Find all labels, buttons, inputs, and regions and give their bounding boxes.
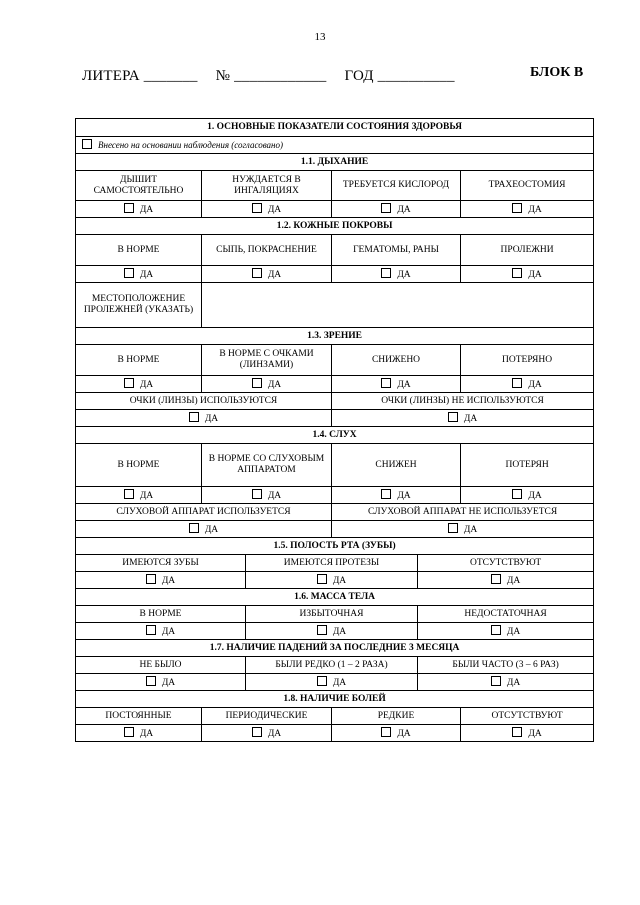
yes-label: ДА	[332, 677, 347, 688]
checkbox[interactable]	[512, 489, 522, 499]
yes-option[interactable]	[76, 674, 246, 691]
yes-label: ДА	[528, 490, 542, 501]
yes-label: ДА	[267, 379, 282, 390]
section-breathing-title: 1.1. ДЫХАНИЕ	[76, 154, 594, 171]
yes-option[interactable]	[202, 725, 332, 742]
yes-label: ДА	[204, 413, 219, 424]
col-header: БЫЛИ ЧАСТО (3 – 6 РАЗ)	[418, 657, 594, 674]
year-field[interactable]: ГОД __________	[344, 68, 455, 84]
yes-option[interactable]	[332, 266, 461, 283]
yes-label: ДА	[528, 728, 542, 739]
yes-option[interactable]	[461, 376, 594, 393]
yes-label: ДА	[139, 490, 154, 501]
yes-label: ДА	[161, 575, 176, 586]
yes-option[interactable]	[202, 376, 332, 393]
checkbox[interactable]	[381, 727, 391, 737]
checkbox[interactable]	[491, 574, 501, 584]
glasses-used-label: ОЧКИ (ЛИНЗЫ) ИСПОЛЬЗУЮТСЯ	[76, 393, 332, 410]
col-header: БЫЛИ РЕДКО (1 – 2 РАЗА)	[246, 657, 418, 674]
col-header: В НОРМЕ СО СЛУХОВЫМ АППАРАТОМ	[202, 444, 332, 487]
checkbox[interactable]	[189, 412, 199, 422]
checkbox[interactable]	[381, 489, 391, 499]
yes-label: ДА	[528, 379, 542, 390]
checkbox[interactable]	[252, 268, 262, 278]
yes-label: ДА	[139, 204, 154, 215]
yes-option[interactable]	[76, 376, 202, 393]
yes-option[interactable]	[76, 521, 332, 538]
yes-option[interactable]	[76, 725, 202, 742]
col-header: В НОРМЕ С ОЧКАМИ (ЛИНЗАМИ)	[202, 345, 332, 376]
checkbox[interactable]	[512, 268, 522, 278]
checkbox[interactable]	[491, 676, 501, 686]
checkbox[interactable]	[317, 574, 327, 584]
pressure-sore-location-label: МЕСТОПОЛОЖЕНИЕ ПРОЛЕЖНЕЙ (УКАЗАТЬ)	[76, 283, 202, 328]
yes-option[interactable]	[418, 572, 594, 589]
checkbox[interactable]	[124, 268, 134, 278]
yes-label: ДА	[332, 626, 347, 637]
yes-option[interactable]	[76, 487, 202, 504]
yes-label: ДА	[204, 524, 219, 535]
yes-option[interactable]	[332, 410, 594, 427]
checkbox[interactable]	[491, 625, 501, 635]
yes-option[interactable]	[461, 201, 594, 218]
yes-option[interactable]	[202, 266, 332, 283]
yes-option[interactable]	[76, 572, 246, 589]
yes-option[interactable]	[461, 487, 594, 504]
col-header: В НОРМЕ	[76, 345, 202, 376]
col-header: В НОРМЕ	[76, 606, 246, 623]
section-vision-title: 1.3. ЗРЕНИЕ	[76, 328, 594, 345]
litera-field[interactable]: ЛИТЕРА _______	[82, 68, 198, 84]
col-header: ГЕМАТОМЫ, РАНЫ	[332, 235, 461, 266]
hearing-aid-used-label: СЛУХОВОЙ АППАРАТ ИСПОЛЬЗУЕТСЯ	[76, 504, 332, 521]
document-header	[82, 68, 455, 85]
checkbox[interactable]	[512, 378, 522, 388]
col-header: РЕДКИЕ	[332, 708, 461, 725]
yes-label: ДА	[397, 204, 411, 215]
checkbox[interactable]	[381, 378, 391, 388]
checkbox[interactable]	[381, 268, 391, 278]
checkbox[interactable]	[381, 203, 391, 213]
col-header: ИЗБЫТОЧНАЯ	[246, 606, 418, 623]
col-header: СНИЖЕНО	[332, 345, 461, 376]
checkbox[interactable]	[146, 574, 156, 584]
col-header: НЕ БЫЛО	[76, 657, 246, 674]
col-header: ДЫШИТ САМОСТОЯТЕЛЬНО	[76, 171, 202, 201]
yes-label: ДА	[506, 575, 521, 586]
col-header: СЫПЬ, ПОКРАСНЕНИЕ	[202, 235, 332, 266]
col-header: НЕДОСТАТОЧНАЯ	[418, 606, 594, 623]
checkbox[interactable]	[448, 523, 458, 533]
checkbox[interactable]	[512, 727, 522, 737]
yes-option[interactable]	[76, 623, 246, 640]
yes-label: ДА	[267, 204, 282, 215]
checkbox[interactable]	[252, 489, 262, 499]
col-header: ОТСУТСТВУЮТ	[418, 555, 594, 572]
section-hearing-title: 1.4. СЛУХ	[76, 427, 594, 444]
yes-label: ДА	[397, 379, 411, 390]
yes-label: ДА	[267, 490, 282, 501]
col-header: ПЕРИОДИЧЕСКИЕ	[202, 708, 332, 725]
yes-label: ДА	[528, 269, 542, 280]
yes-label: ДА	[267, 269, 282, 280]
observation-note-row	[76, 137, 594, 154]
checkbox[interactable]	[448, 412, 458, 422]
page-number: 13	[314, 31, 326, 43]
number-field[interactable]: № ____________	[215, 68, 327, 84]
col-header: В НОРМЕ	[76, 235, 202, 266]
checkbox[interactable]	[252, 378, 262, 388]
checkbox[interactable]	[124, 489, 134, 499]
yes-label: ДА	[397, 269, 411, 280]
col-header: В НОРМЕ	[76, 444, 202, 487]
yes-label: ДА	[506, 626, 521, 637]
yes-option[interactable]	[332, 725, 461, 742]
yes-option[interactable]	[76, 201, 202, 218]
col-header: ИМЕЮТСЯ ЗУБЫ	[76, 555, 246, 572]
yes-label: ДА	[463, 413, 478, 424]
col-header: ТРЕБУЕТСЯ КИСЛОРОД	[332, 171, 461, 201]
pressure-sore-location-field[interactable]	[202, 283, 594, 328]
form-title: 1. ОСНОВНЫЕ ПОКАЗАТЕЛИ СОСТОЯНИЯ ЗДОРОВЬЯ	[76, 119, 594, 137]
checkbox[interactable]	[146, 676, 156, 686]
yes-label: ДА	[161, 626, 176, 637]
section-falls-title: 1.7. НАЛИЧИЕ ПАДЕНИЙ ЗА ПОСЛЕДНИЕ 3 МЕСЯЦА	[76, 640, 594, 657]
yes-option[interactable]	[246, 572, 418, 589]
yes-option[interactable]	[332, 201, 461, 218]
yes-label: ДА	[463, 524, 478, 535]
checkbox[interactable]	[124, 203, 134, 213]
col-header: ПОТЕРЯНО	[461, 345, 594, 376]
yes-option[interactable]	[246, 623, 418, 640]
col-header: ИМЕЮТСЯ ПРОТЕЗЫ	[246, 555, 418, 572]
yes-option[interactable]	[332, 487, 461, 504]
col-header: НУЖДАЕТСЯ В ИНГАЛЯЦИЯХ	[202, 171, 332, 201]
observation-checkbox[interactable]	[82, 139, 92, 149]
checkbox[interactable]	[146, 625, 156, 635]
yes-label: ДА	[139, 728, 154, 739]
yes-option[interactable]	[246, 674, 418, 691]
col-header: ПОСТОЯННЫЕ	[76, 708, 202, 725]
checkbox[interactable]	[252, 727, 262, 737]
checkbox[interactable]	[189, 523, 199, 533]
col-header: ПРОЛЕЖНИ	[461, 235, 594, 266]
yes-option[interactable]	[461, 725, 594, 742]
yes-option[interactable]	[76, 266, 202, 283]
yes-label: ДА	[397, 490, 411, 501]
yes-option[interactable]	[332, 521, 594, 538]
col-header: СНИЖЕН	[332, 444, 461, 487]
yes-option[interactable]	[332, 376, 461, 393]
hearing-aid-not-used-label: СЛУХОВОЙ АППАРАТ НЕ ИСПОЛЬЗУЕТСЯ	[332, 504, 594, 521]
yes-option[interactable]	[461, 266, 594, 283]
checkbox[interactable]	[124, 378, 134, 388]
yes-label: ДА	[397, 728, 411, 739]
yes-label: ДА	[139, 269, 154, 280]
checkbox[interactable]	[252, 203, 262, 213]
checkbox[interactable]	[512, 203, 522, 213]
col-header: ОТСУТСТВУЮТ	[461, 708, 594, 725]
section-mouth-title: 1.5. ПОЛОСТЬ РТА (ЗУБЫ)	[76, 538, 594, 555]
yes-option[interactable]	[418, 674, 594, 691]
yes-option[interactable]	[418, 623, 594, 640]
col-header: ТРАХЕОСТОМИЯ	[461, 171, 594, 201]
yes-option[interactable]	[76, 410, 332, 427]
observation-note: Внесено на основании наблюдения (согласовано)	[98, 140, 284, 151]
yes-label: ДА	[267, 728, 282, 739]
health-form-table	[75, 118, 594, 742]
section-skin-title: 1.2. КОЖНЫЕ ПОКРОВЫ	[76, 218, 594, 235]
checkbox[interactable]	[317, 676, 327, 686]
yes-option[interactable]	[202, 201, 332, 218]
yes-label: ДА	[139, 379, 154, 390]
checkbox[interactable]	[124, 727, 134, 737]
col-header: ПОТЕРЯН	[461, 444, 594, 487]
block-label: БЛОК В	[530, 65, 584, 80]
yes-option[interactable]	[202, 487, 332, 504]
yes-label: ДА	[161, 677, 176, 688]
glasses-not-used-label: ОЧКИ (ЛИНЗЫ) НЕ ИСПОЛЬЗУЮТСЯ	[332, 393, 594, 410]
yes-label: ДА	[528, 204, 542, 215]
section-weight-title: 1.6. МАССА ТЕЛА	[76, 589, 594, 606]
section-pain-title: 1.8. НАЛИЧИЕ БОЛЕЙ	[76, 691, 594, 708]
yes-label: ДА	[332, 575, 347, 586]
yes-label: ДА	[506, 677, 521, 688]
checkbox[interactable]	[317, 625, 327, 635]
